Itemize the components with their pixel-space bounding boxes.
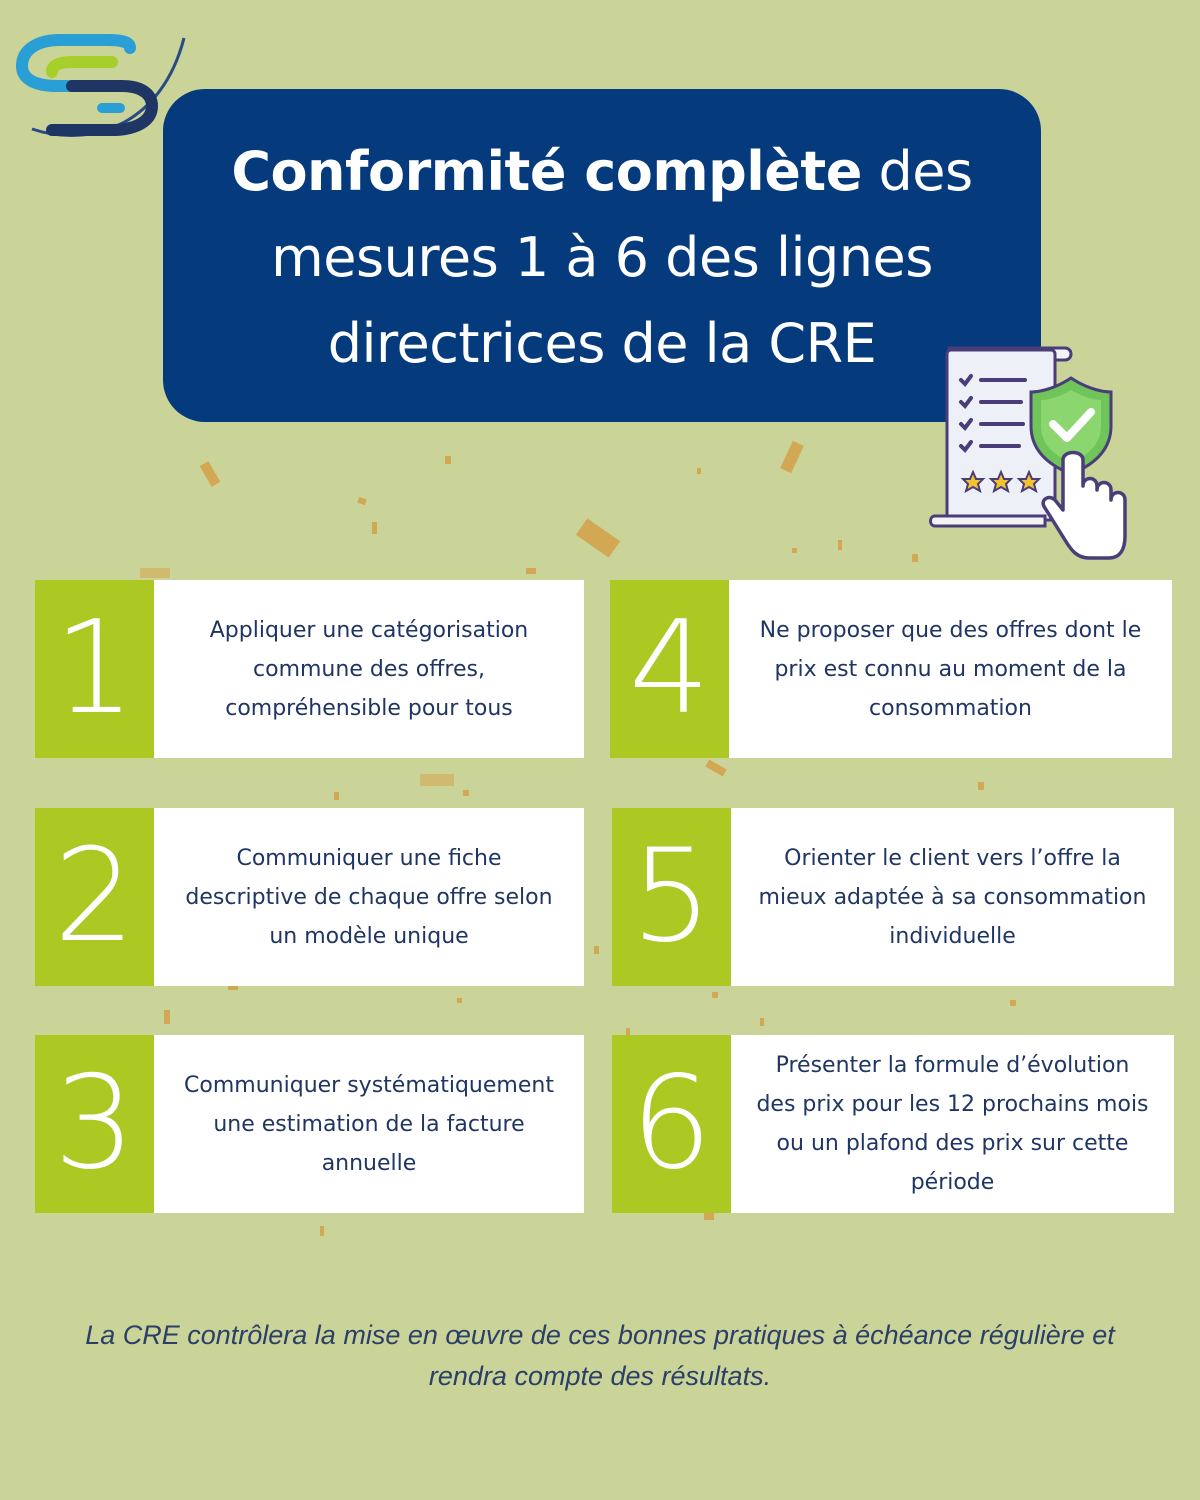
measure-number: 6 [612, 1035, 731, 1213]
title-box [163, 89, 1041, 422]
measure-number: 1 [35, 580, 154, 758]
measure-text: Communiquer systématiquement une estimation de la facture annuelle [184, 1072, 554, 1176]
measure-text: Appliquer une catégorisation commune des offres, compréhensible pour tous [209, 617, 529, 721]
measure-card-5 [612, 808, 1174, 986]
measure-card-4 [610, 580, 1172, 758]
page-title [163, 129, 1041, 387]
measure-card-2 [35, 808, 584, 986]
measure-card-3 [35, 1035, 584, 1213]
measure-number: 5 [612, 808, 731, 986]
measure-text: Présenter la formule d’évolution des prix pour les 12 prochains mois ou un plafond des prix sur cette période [756, 1053, 1149, 1195]
measure-text: Ne proposer que des offres dont le prix est connu au moment de la consommation [759, 617, 1142, 721]
measure-card-6 [612, 1035, 1174, 1213]
measure-text: Orienter le client vers l’offre la mieux adaptée à sa consommation individuelle [758, 845, 1147, 949]
page-title-strong: Conformité complète [231, 140, 862, 203]
measure-text: Communiquer une fiche descriptive de chaque offre selon un modèle unique [185, 845, 553, 949]
page-title-rest: des mesures 1 à 6 des lignes directrices de la CRE [271, 140, 973, 375]
checklist-shield-hand-icon [925, 340, 1140, 565]
footer-note: La CRE contrôlera la mise en œuvre de ces bonnes pratiques à échéance régulière et rendra compte des résultats. [85, 1320, 1115, 1391]
measure-number: 2 [35, 808, 154, 986]
measure-number: 3 [35, 1035, 154, 1213]
measure-card-1 [35, 580, 584, 758]
measure-number: 4 [610, 580, 729, 758]
